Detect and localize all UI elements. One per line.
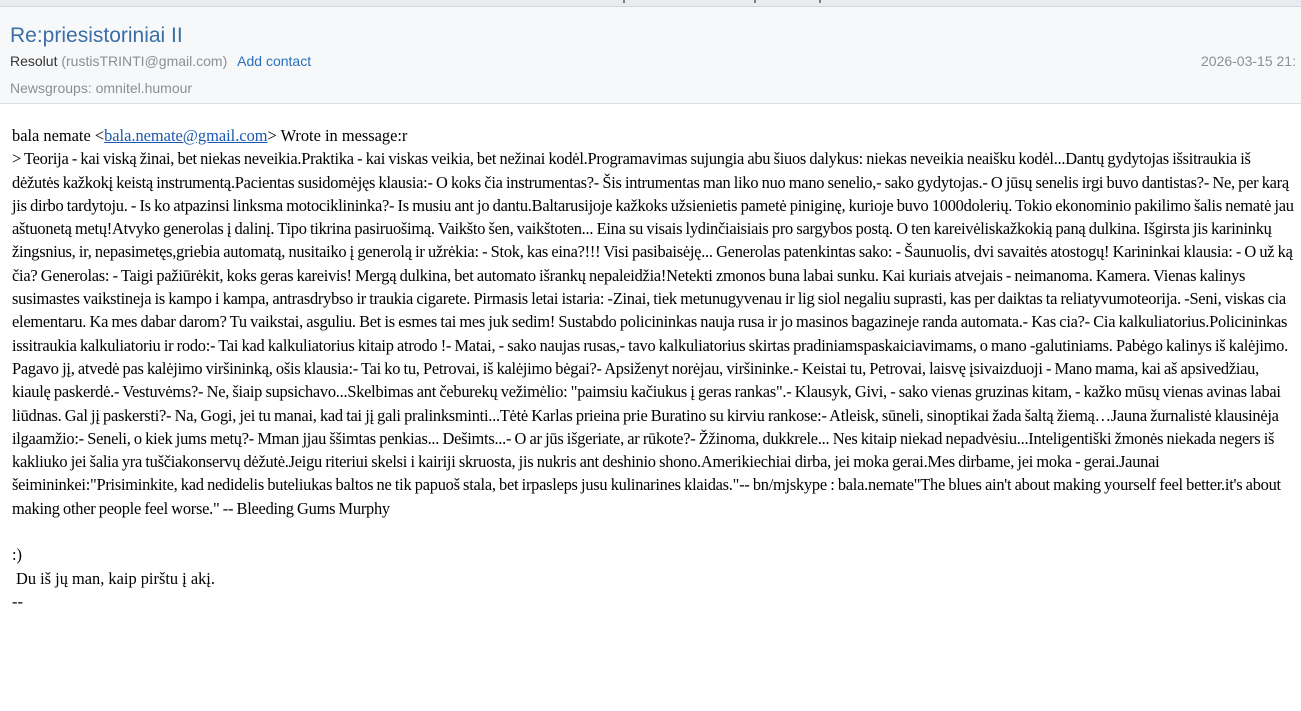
newsgroups-line: Newsgroups: omnitel.humour [10,80,193,96]
attribution-suffix: > Wrote in message:r [267,126,408,145]
message-subject: Re:priesistoriniai II [10,24,183,47]
message-header [0,7,1301,104]
toolbar-tick-icon [623,0,625,3]
toolbar-tick-icon [819,0,821,3]
message-body [12,124,1299,613]
reply-text: Du iš jų man, kaip pirštu į akį. [16,568,215,588]
top-toolbar-edge [0,0,1301,7]
attribution-line [12,124,1299,147]
attribution-email-link[interactable]: bala.nemate@gmail.com [104,126,268,145]
toolbar-tick-icon [754,0,756,3]
sender-name: Resolut [10,53,58,69]
sender-email: (rustisTRINTI@gmail.com) [61,53,228,69]
quoted-text: > Teorija - kai viską žinai, bet niekas neveikia.Praktika - kai viskas veikia, bet nežinai kodėl.Programavimas sujungia abu šiuos dalykus: niekas neveikia neaišku kodėl...Dantų gydytojas išsitraukia iš dėžutės kažkokį keistą instrumentą.Pacientas susidomėjęs klausia:- O koks čia instrumentas?- Šis intrumentas man liko nuo mano senelio,- sako gydytojas.- O jūsų senelis irgi buvo dantistas?- Ne, per karą jis dirbo tardytoju. - Is ko atpazinsi linksma motociklininka?- Is musiu ant jo dantu.Baltarusijoje kažkoks užsienietis pametė piniginę, kurioje buvo 1000dolerių. Tokio ekonominio pakilimo šalis nematė jau aštuonetą metų!Atvyko generolas į dalinį. Tipo tikrina pasiruošimą. Vaikšto šen, vaikštoten... Eina su visais lydinčiaisiais pro sargybos postą. O ten kareivėliskažkokią paną dulkina. Išgirsta jis karininkų žingsnius, ir, nepasimetęs,griebia automatą, nusitaiko į generolą ir užrėkia: - Stok, kas eina?!!! Visi pasibaisėję... Generolas patenkintas sako: - Šaunuolis, dvi savaitės atostogų! Karininkai klausia: - O už ką čia? Generolas: - Taigi pažiūrėkit, koks geras kareivis! Mergą dulkina, bet automato išrankų nepaleidžia!Netekti zmonos buna labai sunku. Kai kuriais atvejais - neimanoma. Kamera. Vienas kalinys susimastes vaikstineja is kampo i kampa, antrasdrybso ir traukia cigarete. Pirmasis letai istaria: -Zinai, tiek metunugyvenau ir lig siol negaliu suprasti, kas per daiktas ta reliatyvumoteorija. -Seni, viskas cia elementaru. Ka mes dabar darom? Tu vaikstai, asguliu. Bet is esmes tai mes juk sedim! Sustabdo policininkas nauja rusa ir jo masinos bagazineje randa automata.- Kas cia?- Cia kalkuliatorius.Policininkas issitraukia kalkuliatoriu ir rodo:- Tai kad kalkuliatorius kitaip atrodo !- Matai, - sako naujas rusas,- tavo kalkuliatorius skirtas pradiniamspaskaiciavimams, o mano -galutiniams. Pabėgo kalinys iš kalėjimo. Pagavo jį, atvedė pas kalėjimo viršininką, ošis klausia:- Tai ko tu, Petrovai, iš kalėjimo bėgai?- Apsiženyt norėjau, viršininke.- Keistai tu, Petrovai, laisvę įsivaizduoji - Mano mama, kai aš apsivedžiau, kiaulę paskerdė.- Vestuvėms?- Ne, šiaip supsichavo...Skelbimas ant čeburekų vežimėlio: "paimsiu kačiukus į geras rankas".- Klausyk, Givi, - sako vienas gruzinas kitam, - kažko mūsų vienas avinas labai liūdnas. Gal jį paskersti?- Na, Gogi, jei tu manai, kad tai jį gali pralinksminti...Tėtė Karlas prieina prie Buratino su kirviu rankose:- Atleisk, sūneli, sinoptikai žada šaltą žiemą…Jauna žurnalistė klausinėja ilgaamžio:- Seneli, o kiek jums metų?- Mman jjau ššimtas penkias... Dešimts...- O ar jūs išgeriate, ar rūkote?- Žžinoma, dukkrele... Nes kitaip niekad nepadvėsiu...Inteligentiški žmonės niekada negers iš kakliuko jei šalia yra tuščiakonservų dėžutė.Jeigu riteriui skelsi i kairiji skruosta, jis nukris ant deshinio shono.Amerikiechiai dirba, jei moka gerai.Mes dirbame, jei moka - gerai.Jaunai šeimininkei:"Prisiminkite, kad nedidelis buteliukas baltos ne tik papuoš stala, bet irpasleps jusu kulinarines klaidas."-- bn/mjskype : bala.nemate"The blues ain't about making yourself feel better.it's about making other people feel worse." -- Bleeding Gums Murphy [12,149,1294,518]
signature-separator: -- [12,591,23,611]
blank-line [12,520,1299,543]
reply-smiley: :) [12,545,23,565]
add-contact-link[interactable]: Add contact [237,53,312,69]
attribution-name: bala nemate < [12,126,105,145]
message-date: 2026-03-15 21: [1201,53,1296,69]
sender-line [10,53,311,69]
